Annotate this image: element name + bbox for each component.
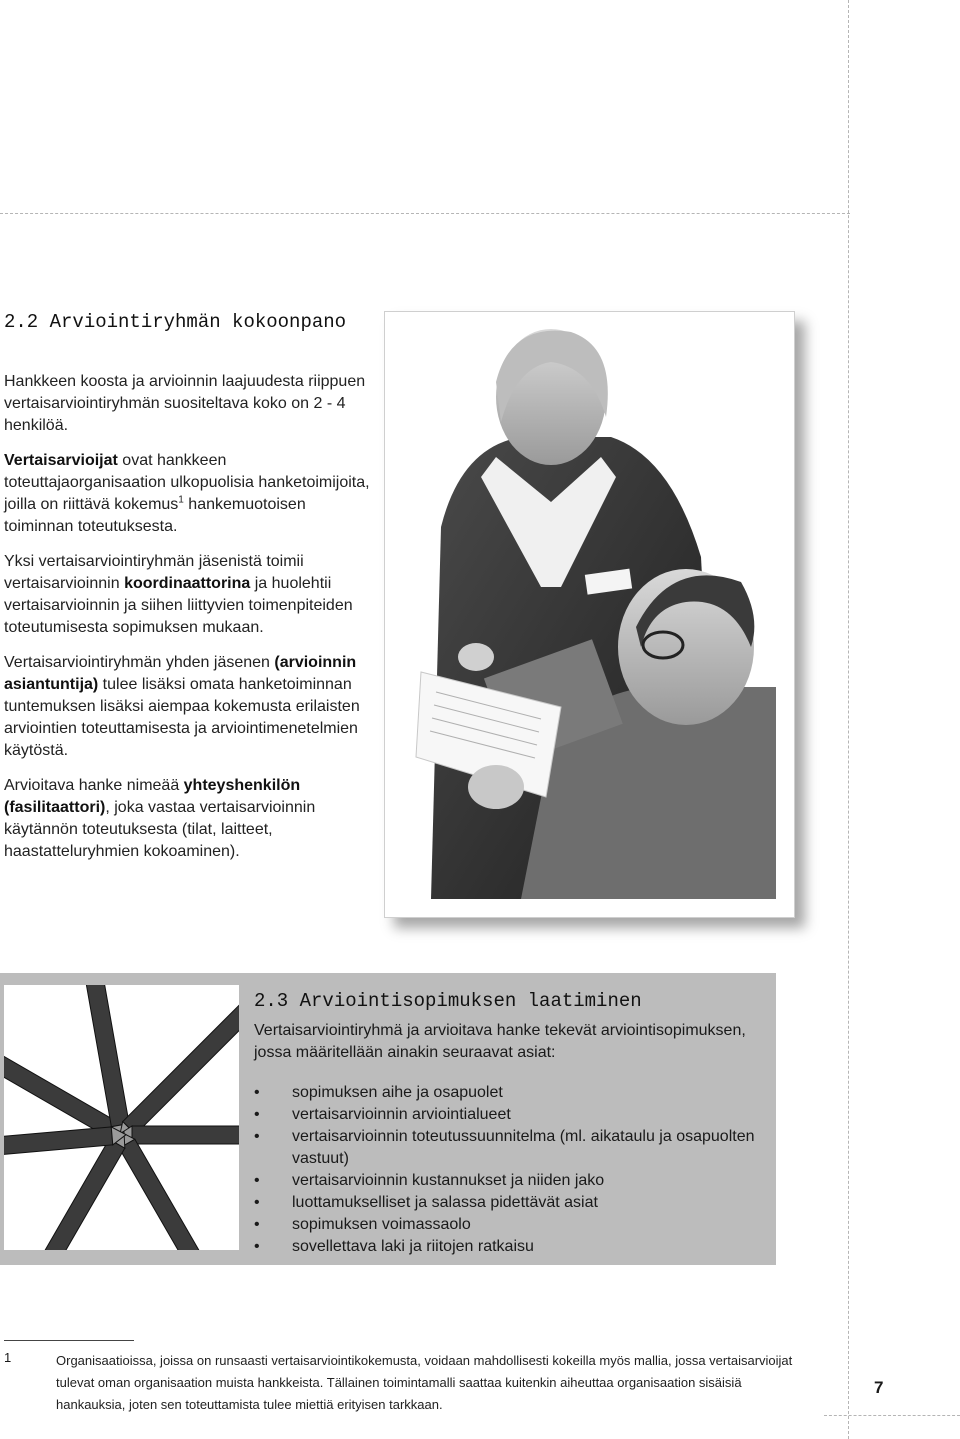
text-span: tulee lisäksi omata hanketoiminnan tuntemuksen lisäksi aiempaa kokemusta erilaisten arviointien toteuttamisesta ja arviointimenetelmien käytöstä. [4, 676, 360, 759]
pencils-illustration [4, 985, 239, 1250]
paragraph-expert [4, 652, 377, 762]
text-span: hankemuotoisen toiminnan toteutuksesta. [4, 496, 306, 535]
paragraph-peer-reviewers [4, 450, 377, 538]
crop-line-horizontal [0, 213, 850, 214]
meeting-illustration [401, 327, 776, 899]
paragraph-facilitator [4, 775, 377, 863]
list-item: • sopimuksen aihe ja osapuolet [254, 1082, 764, 1104]
crop-line-bottom [824, 1415, 960, 1416]
pencils-photo [4, 985, 239, 1250]
list-item: • sovellettava laki ja riitojen ratkaisu [254, 1236, 764, 1258]
term-expert: (arvioinnin asiantuntija) [4, 654, 357, 693]
page-number: 7 [874, 1378, 884, 1397]
text-span: Vertaisarviointiryhmän yhden jäsenen [4, 654, 275, 671]
list-item: • luottamukselliset ja salassa pidettävät asiat [254, 1192, 764, 1214]
list-item: • vertaisarvioinnin toteutussuunnitelma (ml. aikataulu ja osapuolten vastuut) [254, 1126, 764, 1170]
footnote-ref[interactable]: 1 [178, 494, 184, 506]
agreement-items-list [254, 1082, 764, 1258]
crop-line-vertical [848, 0, 849, 1439]
photo-frame [384, 311, 795, 918]
text-span: ja huolehtii vertaisarvioinnin ja siihen liittyvien toimenpiteiden toteutumisesta sopimuksen mukaan. [4, 575, 353, 636]
section-2-2-body [4, 371, 377, 876]
footnote-text: Organisaatioissa, joissa on runsaasti vertaisarviointikokemusta, voidaan mahdollisesti kokeilla myös mallia, jossa vertaisarvioijat tulevat oman organisaation muista hankkeista. Tällainen toimintamalli saattaa kuitenkin aiheuttaa organisaation sisäisiä hankauksia, joten sen toteuttamista tulee miettiä erityisen tarkkaan. [56, 1353, 793, 1412]
section-2-3-intro: Vertaisarviointiryhmä ja arvioitava hanke tekevät arviointisopimuksen, jossa määritellään ainakin seuraavat asiat: [254, 1022, 746, 1061]
footnote-number: 1 [4, 1350, 12, 1365]
text-span: Yksi vertaisarviointiryhmän jäsenistä toimii vertaisarvioinnin [4, 553, 304, 592]
term-peer-reviewers: Vertaisarvioijat [4, 452, 118, 469]
footnote-rule [4, 1340, 134, 1341]
text-span: , joka vastaa vertaisarvioinnin käytännön toteutuksesta (tilat, laitteet, haastatteluryhmien kokoaminen). [4, 799, 316, 860]
paragraph-coordinator [4, 551, 377, 639]
list-item: • sopimuksen voimassaolo [254, 1214, 764, 1236]
section-heading-2-3: 2.3 Arviointisopimuksen laatiminen [254, 990, 642, 1012]
list-item: • vertaisarvioinnin kustannukset ja niiden jako [254, 1170, 764, 1192]
term-facilitator: yhteyshenkilön (fasilitaattori) [4, 777, 301, 816]
paragraph-group-size: Hankkeen koosta ja arvioinnin laajuudesta riippuen vertaisarviointiryhmän suositeltava koko on 2 - 4 henkilöä. [4, 373, 366, 434]
term-coordinator: koordinaattorina [124, 575, 251, 592]
section-2-3-body [254, 1020, 764, 1258]
text-span: ovat hankkeen toteuttajaorganisaation ulkopuolisia hanketoimijoita, joilla on riittävä kokemus [4, 452, 370, 513]
text-span: Arvioitava hanke nimeää [4, 777, 184, 794]
list-item: • vertaisarvioinnin arviointialueet [254, 1104, 764, 1126]
meeting-photo [401, 327, 776, 899]
section-heading-2-2: 2.2 Arviointiryhmän kokoonpano [4, 311, 347, 333]
